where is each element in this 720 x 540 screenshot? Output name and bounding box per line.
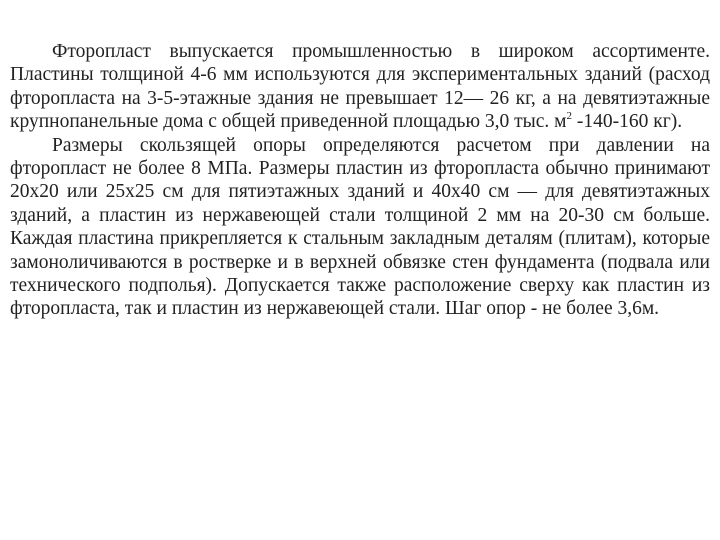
document-body xyxy=(10,40,710,321)
paragraph-fluoroplastic-assortment xyxy=(10,40,710,134)
paragraph-sliding-support-dimensions: Размеры скользящей опоры определяются расчетом при давлении на фторопласт не более 8 МПа. Размеры пластин из фторопласта обычно принимают 20х20 или 25х25 см для пятиэтажных зданий и 40х40 см — для девятиэтажных зданий, а пластин из нержавеющей стали толщиной 2 мм на 20-30 см больше. Каждая пластина прикрепляется к стальным закладным деталям (плитам), которые замоноличиваются в ростверке и в верхней обвязке стен фундамента (подвала или технического подполья). Допускается также расположение сверху как пластин из фторопласта, так и пластин из нержавеющей стали. Шаг опор - не более 3,6м. xyxy=(10,134,710,320)
superscript-square: 2 xyxy=(566,110,573,123)
paragraph-text-end: -140-160 кг). xyxy=(572,111,683,133)
paragraph-text: Фторопласт выпускается промышленностью в широком ассортименте. Пластины толщиной 4-6 мм используются для экспериментальных зданий (расход фторопласта на 3-5-этажные здания не превышает 12— 26 кг, а на девятиэтажные крупнопанельные дома с общей приведенной площадью 3,0 тыс. м xyxy=(10,41,710,133)
